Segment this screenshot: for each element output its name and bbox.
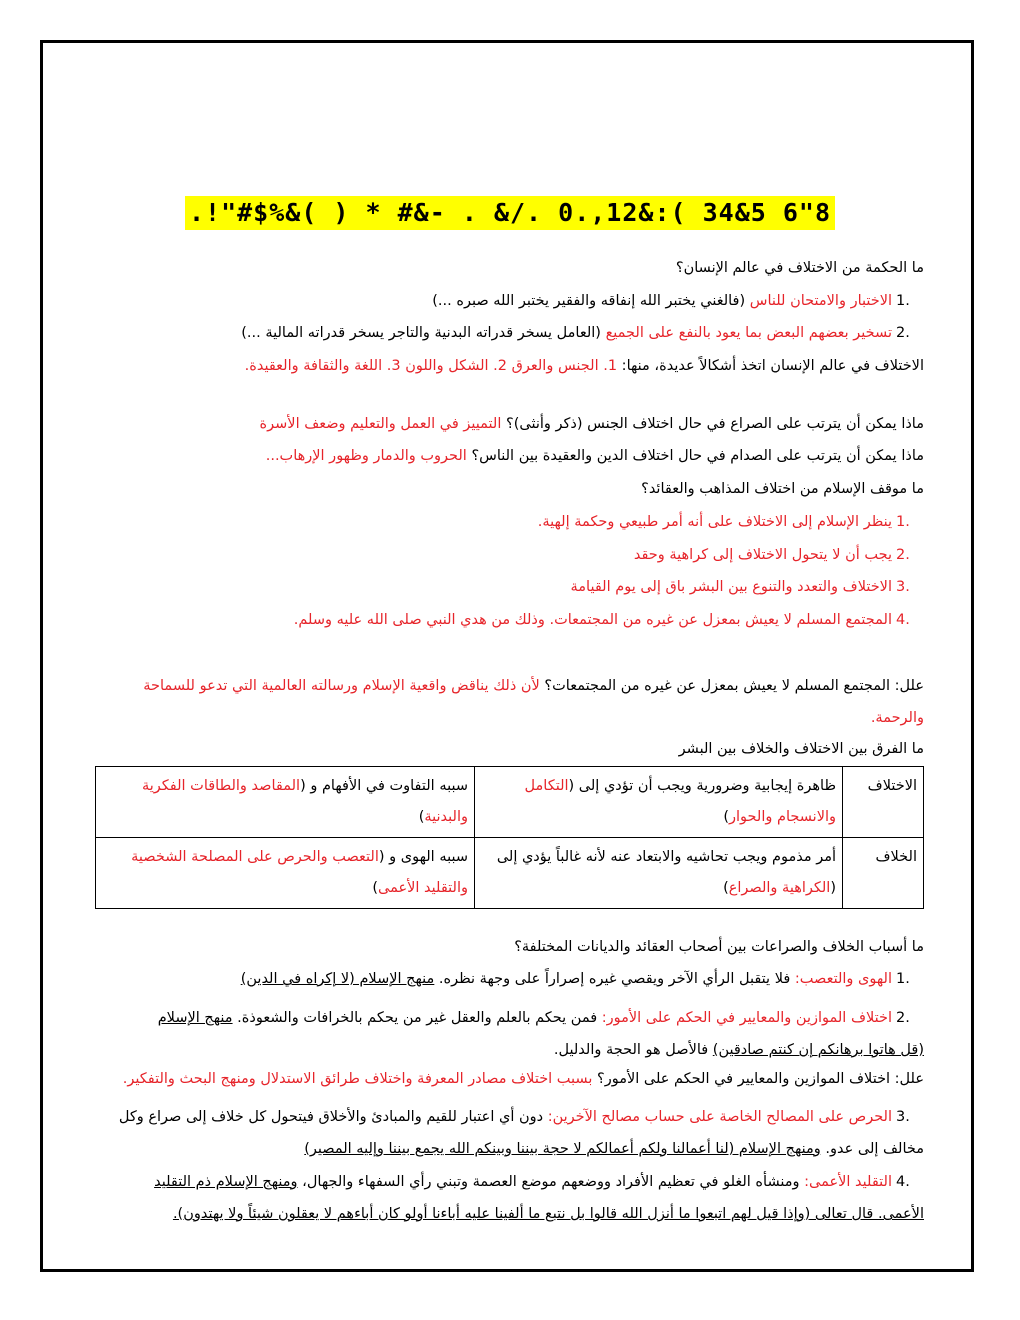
table-cell: سببه التفاوت في الأفهام و (المقاصد والطاقات الفكرية والبدنية): [96, 767, 475, 838]
question-gender: ماذا يمكن أن يترتب على الصراع في حال اختلاف الجنس (ذكر وأنثى)؟ التمييز في العمل والتعليم وضعف الأسرة: [259, 416, 924, 432]
table-header-cell: الخلاف: [843, 838, 924, 909]
list-item: 3.الحرص على المصالح الخاصة على حساب مصالح الآخرين: دون أي اعتبار للقيم والمبادئ والأخلاق فيتحول كل خلاف إلى صراع وكل مخالف إلى عدو. ومنهج الإسلام (لنا أعمالنا ولكم أعمالكم لا حجة بيننا وبينكم الله يجمع بيننا وإليه المصير): [118, 1109, 924, 1157]
table-cell: ظاهرة إيجابية وضرورية ويجب أن تؤدي إلى (التكامل والانسجام والحوار): [475, 767, 843, 838]
table-row: [96, 838, 924, 909]
list-item: 1.الهوى والتعصب: فلا يتقبل الرأي الآخر ويقصي غيره إصراراً على وجهة نظره. منهج الإسلام (لا إكراه في الدين): [240, 971, 910, 987]
list-item: 1.ينظر الإسلام إلى الاختلاف على أنه أمر طبيعي وحكمة إلهية.: [537, 514, 910, 530]
question-causes: ما أسباب الخلاف والصراعات بين أصحاب العقائد والديانات المختلفة؟: [514, 939, 924, 955]
list-item: 2.اختلاف الموازين والمعايير في الحكم على الأمور: فمن يحكم بالعلم والعقل غير من يحكم بالخرافات والشعوذة. منهج الإسلام (قل هاتوا برهانكم إن كنتم صادقين) فالأصل هو الحجة والدليل.: [157, 1010, 924, 1058]
list-item: 3.الاختلاف والتعدد والتنوع بين البشر باق إلى يوم القيامة: [570, 579, 910, 595]
table-row: [96, 767, 924, 838]
table-cell: سببه الهوى و (التعصب والحرص على المصلحة الشخصية والتقليد الأعمى): [96, 838, 475, 909]
question-isolation: علل: المجتمع المسلم لا يعيش بمعزل عن غيره من المجتمعات؟ لأن ذلك يناقض واقعية الإسلام ورسالته العالمية التي تدعو للسماحة والرحمة.: [143, 678, 924, 726]
question-position: ما موقف الإسلام من اختلاف المذاهب والعقائد؟: [641, 481, 924, 497]
page-title: .!"#$%&( ) * #&- . &/. 0.,12&:( 34&5 6"8: [185, 196, 835, 230]
list-item: 4.التقليد الأعمى: ومنشأه الغلو في تعظيم الأفراد ووضعهم موضع العصمة وتبني رأي السفهاء والجهال، ومنهج الإسلام ذم التقليد الأعمى. قال تعالى (وإذا قيل لهم اتبعوا ما أنزل الله قالوا بل نتبع ما ألفينا عليه أباءنا أولو كان أباءهم لا يعقلون شيئاً ولا يهتدون).: [154, 1174, 924, 1222]
list-item: 2.تسخير بعضهم البعض بما يعود بالنفع على الجميع (العامل يسخر قدراته البدنية والتاجر يسخر قدراته المالية ...): [241, 325, 910, 341]
question-scales: علل: اختلاف الموازين والمعايير في الحكم على الأمور؟ بسبب اختلاف مصادر المعرفة واختلاف طرائق الاستدلال ومنهج البحث والتفكير.: [122, 1071, 924, 1087]
list-item: 4.المجتمع المسلم لا يعيش بمعزل عن غيره من المجتمعات. وذلك من هدي النبي صلى الله عليه وسلم.: [293, 612, 910, 628]
table-cell: أمر مذموم ويجب تحاشيه والابتعاد عنه لأنه غالباً يؤدي إلى (الكراهية والصراع): [475, 838, 843, 909]
question-difference: ما الفرق بين الاختلاف والخلاف بين البشر: [678, 741, 924, 757]
table-header-cell: الاختلاف: [843, 767, 924, 838]
list-item: 2.يجب أن لا يتحول الاختلاف إلى كراهية وحقد: [633, 547, 910, 563]
forms-line: الاختلاف في عالم الإنسان اتخذ أشكالاً عديدة، منها: 1. الجنس والعرق 2. الشكل واللون 3. اللغة والثقافة والعقيدة.: [244, 358, 924, 374]
comparison-table: [95, 766, 924, 909]
list-item: 1.الاختبار والامتحان للناس (فالغني يختبر الله إنفاقه والفقير يختبر الله صبره ...): [432, 293, 910, 309]
question-religion: ماذا يمكن أن يترتب على الصدام في حال اختلاف الدين والعقيدة بين الناس؟ الحروب والدمار وظهور الإرهاب...: [265, 448, 924, 464]
question-wisdom: ما الحكمة من الاختلاف في عالم الإنسان؟: [675, 260, 924, 276]
